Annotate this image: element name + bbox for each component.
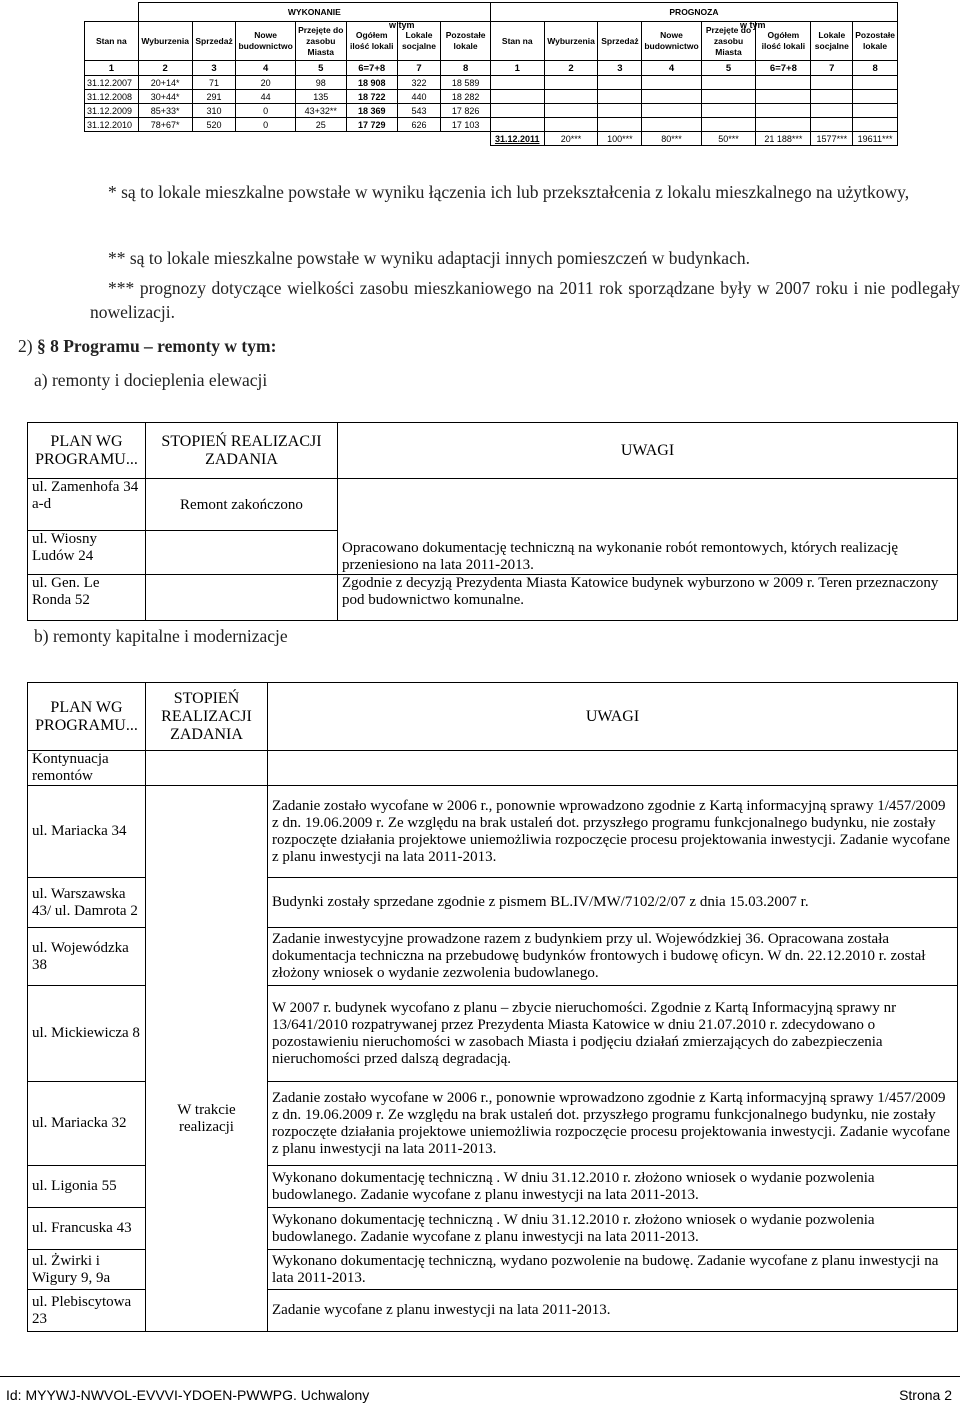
plan-cell: ul. Mickiewicza 8 <box>28 986 146 1082</box>
footnote-3: *** prognozy dotyczące wielkości zasobu mieszkaniowego na 2011 rok sporządzane były w 2007 roku i nie podlegały nowelizacji. <box>90 278 960 322</box>
column-number: 1 <box>85 61 139 76</box>
subsection-b: b) remonty kapitalne i modernizacje <box>34 626 288 646</box>
forecast-cell: 19611*** <box>853 132 898 146</box>
col-plan: PLAN WG PROGRAMU... <box>28 423 146 479</box>
header-cell: Lokale socjalne <box>811 22 853 61</box>
table-cell: 18 282 <box>441 90 491 104</box>
table-cell: 18 589 <box>441 76 491 90</box>
uwagi-cell <box>338 479 958 531</box>
forecast-cell: 80*** <box>642 132 701 146</box>
header-cell: Przejęte do zasobu Miasta <box>701 22 756 61</box>
empty-cell <box>85 132 139 146</box>
empty-cell <box>701 104 756 118</box>
document-id: Id: MYYWJ-NWVOL-EVVVI-YDOEN-PWWPG. Uchwalony <box>6 1387 370 1403</box>
header-cell: Stan na <box>85 22 139 61</box>
plan-cell: ul. Gen. Le Ronda 52 <box>28 575 146 621</box>
empty-cell <box>598 90 642 104</box>
header-cell: Sprzedaż <box>192 22 236 61</box>
empty-cell <box>598 118 642 132</box>
table-cell: 18 908 <box>346 76 397 90</box>
empty-cell <box>701 118 756 132</box>
table-cell: 17 826 <box>441 104 491 118</box>
forecast-cell: 31.12.2011 <box>490 132 544 146</box>
empty-cell <box>642 90 701 104</box>
facade-renovation-table <box>27 422 958 621</box>
empty-cell <box>756 90 811 104</box>
table-cell: 18 722 <box>346 90 397 104</box>
col-plan: PLAN WG PROGRAMU... <box>28 683 146 751</box>
column-number: 6=7+8 <box>346 61 397 76</box>
table-cell: 20+14* <box>138 76 192 90</box>
header-cell: Pozostałe lokale <box>853 22 898 61</box>
table-row <box>28 531 958 575</box>
table-row <box>28 479 958 531</box>
column-number: 8 <box>441 61 491 76</box>
plan-cell: ul. Mariacka 32 <box>28 1082 146 1166</box>
table-cell: 25 <box>295 118 346 132</box>
table-cell: 291 <box>192 90 236 104</box>
header-cell: Nowe budownictwo <box>642 22 701 61</box>
empty-cell <box>853 76 898 90</box>
empty-cell <box>295 132 346 146</box>
column-number: 6=7+8 <box>756 61 811 76</box>
table-row <box>28 786 958 878</box>
empty-cell <box>811 104 853 118</box>
column-number: 7 <box>811 61 853 76</box>
empty-cell <box>441 132 491 146</box>
column-number: 2 <box>544 61 598 76</box>
group-wykonanie: WYKONANIE <box>138 3 490 22</box>
empty-cell <box>853 118 898 132</box>
empty-cell <box>642 118 701 132</box>
header-cell: Pozostałe lokale <box>441 22 491 61</box>
table-cell: 17 729 <box>346 118 397 132</box>
table-cell: 31.12.2009 <box>85 104 139 118</box>
table-cell: 310 <box>192 104 236 118</box>
empty-cell <box>138 132 192 146</box>
plan-cell: ul. Warszawska 43/ ul. Damrota 2 <box>28 878 146 928</box>
empty-cell <box>490 90 544 104</box>
table-row <box>85 76 898 90</box>
empty-cell <box>544 90 598 104</box>
table-cell: 44 <box>236 90 295 104</box>
footnote-1: * są to lokale mieszkalne powstałe w wyniku łączenia ich lub przekształcenia z lokalu mieszkalnego na użytkowy, <box>108 182 910 202</box>
empty-cell <box>642 76 701 90</box>
empty-cell <box>397 132 441 146</box>
uwagi-cell: Wykonano dokumentację techniczną, wydano pozwolenie na budowę. Zadanie wycofane z planu inwestycji na lata 2011-2013. <box>268 1250 958 1290</box>
col-uwagi: UWAGI <box>338 423 958 479</box>
plan-cell: ul. Zamenhofa 34 a-d <box>28 479 146 531</box>
empty-cell <box>192 132 236 146</box>
stopien-cell: Remont zakończono <box>146 479 338 531</box>
empty-cell <box>490 118 544 132</box>
col-uwagi: UWAGI <box>268 683 958 751</box>
table-cell: 43+32** <box>295 104 346 118</box>
page-number: Strona 2 <box>899 1387 952 1403</box>
uwagi-cell: Zadanie inwestycyjne prowadzone razem z budynkiem przy ul. Wojewódzkiej 36. Opracowana została dokumentacja techniczna na przebudowę budynków frontowych i budowę oficyn. W dn. 22.12.2010 r. został złożony wniosek o wydanie zezwolenia budowlanego. <box>268 928 958 986</box>
col-stopien: STOPIEŃ REALIZACJI ZADANIA <box>146 423 338 479</box>
table-cell: 0 <box>236 104 295 118</box>
section-number: 2) <box>18 336 33 356</box>
empty-cell <box>490 76 544 90</box>
plan-cell: ul. Plebiscytowa 23 <box>28 1290 146 1332</box>
header-cell: Ogółem ilość lokali <box>756 22 811 61</box>
table-cell: 543 <box>397 104 441 118</box>
uwagi-cell: Wykonano dokumentację techniczną . W dniu 31.12.2010 r. złożono wniosek o wydanie pozwolenia budowlanego. Zadanie wycofane z planu inwestycji na lata 2011-2013. <box>268 1208 958 1250</box>
column-number: 5 <box>701 61 756 76</box>
plan-cell: ul. Żwirki i Wigury 9, 9a <box>28 1250 146 1290</box>
header-cell: Przejęte do zasobu Miasta <box>295 22 346 61</box>
table-cell: 20 <box>236 76 295 90</box>
col-stopien: STOPIEŃ REALIZACJI ZADANIA <box>146 683 268 751</box>
table-cell: 31.12.2008 <box>85 90 139 104</box>
table-cell: 98 <box>295 76 346 90</box>
group-prognoza: PROGNOZA <box>490 3 897 22</box>
empty-cell <box>490 104 544 118</box>
header-cell: Wyburzenia <box>138 22 192 61</box>
forecast-cell: 100*** <box>598 132 642 146</box>
w-tym-label: w tym <box>740 20 766 30</box>
page-footer <box>0 1376 960 1403</box>
uwagi-cell: Opracowano dokumentację techniczną na wykonanie robót remontowych, których realizację przeniesiono na lata 2011-2013. <box>338 531 958 575</box>
column-number: 7 <box>397 61 441 76</box>
table-cell: 440 <box>397 90 441 104</box>
table-row <box>85 90 898 104</box>
table-cell: 17 103 <box>441 118 491 132</box>
table-row <box>28 575 958 621</box>
column-number: 4 <box>236 61 295 76</box>
empty-cell <box>346 132 397 146</box>
table-cell: 71 <box>192 76 236 90</box>
table-cell: 0 <box>236 118 295 132</box>
footnote-2: ** są to lokale mieszkalne powstałe w wyniku adaptacji innych pomieszczeń w budynkach. <box>108 248 750 268</box>
empty-cell <box>544 76 598 90</box>
column-number: 4 <box>642 61 701 76</box>
empty-cell <box>756 104 811 118</box>
column-number: 1 <box>490 61 544 76</box>
plan-cell: ul. Francuska 43 <box>28 1208 146 1250</box>
forecast-cell: 50*** <box>701 132 756 146</box>
table-cell: 626 <box>397 118 441 132</box>
header-cell: Nowe budownictwo <box>236 22 295 61</box>
header-cell: Lokale socjalne <box>397 22 441 61</box>
section-title: § 8 Programu – remonty w tym: <box>36 336 277 356</box>
housing-stock-table <box>84 2 898 146</box>
uwagi-cell: Zgodnie z decyzją Prezydenta Miasta Katowice budynek wyburzono w 2009 r. Teren przeznaczony pod budownictwo komunalne. <box>338 575 958 621</box>
empty-cell <box>811 76 853 90</box>
uwagi-cell: Wykonano dokumentację techniczną . W dniu 31.12.2010 r. złożono wniosek o wydanie pozwolenia budowlanego. Zadanie wycofane z planu inwestycji na lata 2011-2013. <box>268 1166 958 1208</box>
table-cell: 31.12.2010 <box>85 118 139 132</box>
table-cell: 135 <box>295 90 346 104</box>
uwagi-cell: Zadanie zostało wycofane w 2006 r., ponownie wprowadzono zgodnie z Kartą informacyjną sprawy 1/457/2009 z dn. 19.06.2009 r. Ze względu na brak ustaleń dot. przyszłego programu funkcjonalnego budynku, nie zostały rozpoczęte działania projektowe uniemożliwia rozpoczęcie procesu projektowania inwestycji. Zadanie wycofane z planu inwestycji na lata 2011-2013. <box>268 1082 958 1166</box>
empty-cell <box>756 76 811 90</box>
plan-cell: ul. Wiosny Ludów 24 <box>28 531 146 575</box>
stopien-cell <box>146 575 338 621</box>
empty-cell <box>853 90 898 104</box>
table-row <box>85 104 898 118</box>
stopien-cell: W trakcie realizacji <box>146 786 268 1332</box>
table-cell: 520 <box>192 118 236 132</box>
empty-cell <box>544 118 598 132</box>
column-number: 8 <box>853 61 898 76</box>
plan-cell: ul. Wojewódzka 38 <box>28 928 146 986</box>
capital-renovation-table <box>27 682 958 1332</box>
w-tym-label: w tym <box>389 20 415 30</box>
header-cell: Ogółem ilość lokali <box>346 22 397 61</box>
table-cell: 30+44* <box>138 90 192 104</box>
uwagi-cell: Zadanie zostało wycofane w 2006 r., ponownie wprowadzono zgodnie z Kartą informacyjną sprawy 1/457/2009 z dn. 19.06.2009 r. Ze względu na brak ustaleń dot. przyszłego programu funkcjonalnego budynku, nie zostały rozpoczęte działania projektowe uniemożliwia rozpoczęcie procesu projektowania inwestycji. Zadanie wycofane z planu inwestycji na lata 2011-2013. <box>268 786 958 878</box>
table-cell: 18 369 <box>346 104 397 118</box>
table-cell: 31.12.2007 <box>85 76 139 90</box>
empty-cell <box>598 104 642 118</box>
empty-cell <box>642 104 701 118</box>
empty-cell <box>853 104 898 118</box>
plan-cell: ul. Mariacka 34 <box>28 786 146 878</box>
header-cell: Stan na <box>490 22 544 61</box>
empty-cell <box>811 118 853 132</box>
header-cell: Wyburzenia <box>544 22 598 61</box>
empty-cell <box>756 118 811 132</box>
column-number: 3 <box>598 61 642 76</box>
plan-cell: ul. Ligonia 55 <box>28 1166 146 1208</box>
column-number: 2 <box>138 61 192 76</box>
table-cell: 85+33* <box>138 104 192 118</box>
uwagi-cell: Budynki zostały sprzedane zgodnie z pismem BL.IV/MW/7102/2/07 z dnia 15.03.2007 r. <box>268 878 958 928</box>
empty-cell <box>544 104 598 118</box>
uwagi-cell: W 2007 r. budynek wycofano z planu – zbycie nieruchomości. Zgodnie z Kartą Informacyjną sprawy nr 13/641/2010 rozpatrywanej przez Prezydenta Miasta Katowice w dniu 21.07.2010 r. zdecydowano o pozostawieniu nieruchomości w zasobach Miasta i podjęciu działań zmierzających do zabezpieczenia nieruchomości przed dalszą degradacją. <box>268 986 958 1082</box>
column-number: 3 <box>192 61 236 76</box>
empty-cell <box>236 132 295 146</box>
forecast-cell: 21 188*** <box>756 132 811 146</box>
empty-cell <box>701 90 756 104</box>
stopien-cell <box>146 531 338 575</box>
table-cell: 78+67* <box>138 118 192 132</box>
section-heading <box>18 334 276 358</box>
forecast-row <box>85 132 898 146</box>
subsection-a: a) remonty i docieplenia elewacji <box>34 370 268 390</box>
empty-cell <box>598 76 642 90</box>
table-cell: 322 <box>397 76 441 90</box>
forecast-cell: 20*** <box>544 132 598 146</box>
header-cell: Sprzedaż <box>598 22 642 61</box>
table-row <box>85 118 898 132</box>
uwagi-cell: Zadanie wycofane z planu inwestycji na lata 2011-2013. <box>268 1290 958 1332</box>
column-number: 5 <box>295 61 346 76</box>
empty-cell <box>811 90 853 104</box>
empty-cell <box>701 76 756 90</box>
forecast-cell: 1577*** <box>811 132 853 146</box>
kontynuacja-label: Kontynuacja remontów <box>28 751 146 786</box>
